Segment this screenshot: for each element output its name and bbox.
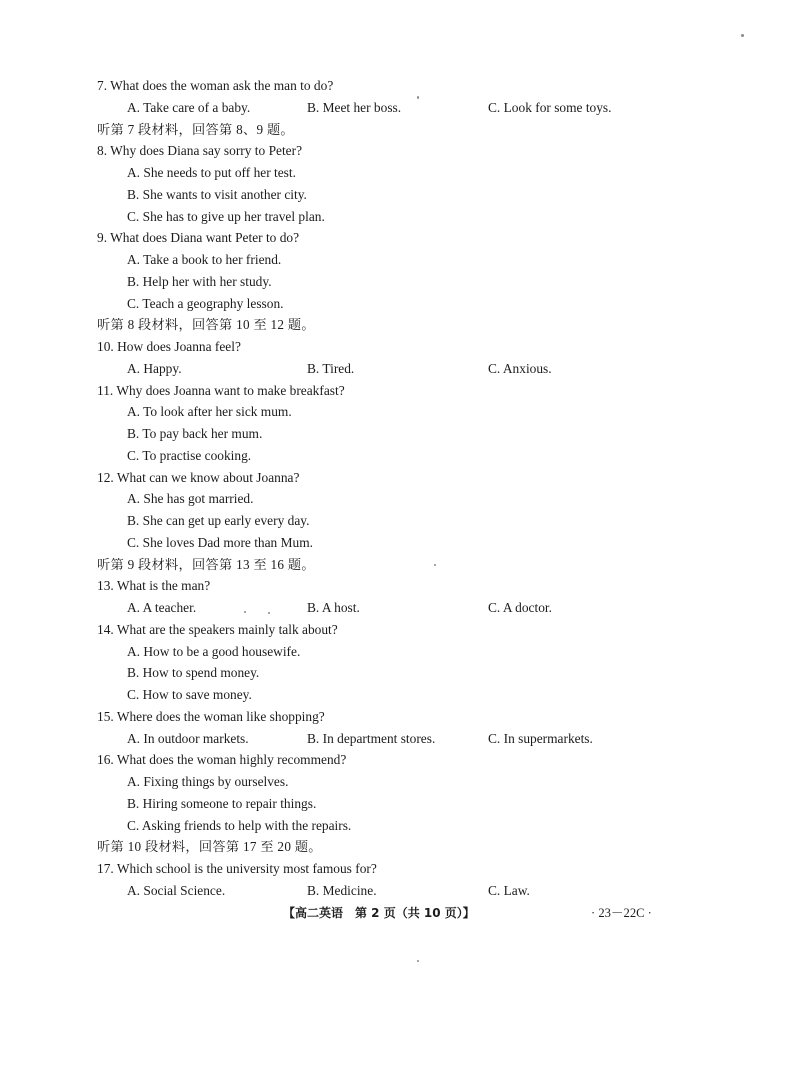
page-footer-label: 【高二英语 第 2 页（共 10 页）】 xyxy=(283,906,475,920)
section-instruction: 听第 9 段材料，回答第 13 至 16 题。 xyxy=(97,556,315,572)
answer-option: A. Take care of a baby. xyxy=(127,99,251,115)
answer-option: B. Medicine. xyxy=(307,882,377,898)
scan-speck xyxy=(741,34,744,37)
answer-option: C. Anxious. xyxy=(488,360,552,376)
answer-option: A. Take a book to her friend. xyxy=(127,252,282,267)
section-instruction: 听第 10 段材料，回答第 17 至 20 题。 xyxy=(97,839,322,855)
answer-option: A. She needs to put off her test. xyxy=(127,165,296,180)
question-stem: 10. How does Joanna feel? xyxy=(97,339,241,354)
question-stem: 17. Which school is the university most famous for? xyxy=(97,861,377,876)
question-stem: 11. Why does Joanna want to make breakfast? xyxy=(97,382,345,398)
answer-options-row xyxy=(0,881,794,901)
answer-option: C. To practise cooking. xyxy=(127,447,252,463)
question-stem: 8. Why does Diana say sorry to Peter? xyxy=(97,143,303,159)
answer-options-row xyxy=(0,359,794,379)
scan-speck xyxy=(417,96,419,99)
question-stem: 13. What is the man? xyxy=(97,578,211,594)
answer-option: B. A host. xyxy=(307,600,360,615)
section-instruction: 听第 8 段材料，回答第 10 至 12 题。 xyxy=(97,317,315,333)
answer-option: B. Hiring someone to repair things. xyxy=(127,795,317,811)
answer-option: A. To look after her sick mum. xyxy=(127,404,292,420)
answer-option: C. She loves Dad more than Mum. xyxy=(127,534,313,550)
answer-options-row xyxy=(0,729,794,749)
page-code: · 23－22C · xyxy=(591,906,652,920)
answer-option: C. A doctor. xyxy=(488,600,552,615)
question-stem: 7. What does the woman ask the man to do? xyxy=(97,78,334,93)
answer-options-row xyxy=(0,598,794,618)
answer-option: A. Fixing things by ourselves. xyxy=(127,774,289,789)
question-stem: 9. What does Diana want Peter to do? xyxy=(97,230,300,246)
answer-option: C. In supermarkets. xyxy=(488,730,593,746)
question-stem: 15. Where does the woman like shopping? xyxy=(97,708,325,724)
answer-option: B. Meet her boss. xyxy=(307,99,402,115)
answer-options-row xyxy=(0,98,794,118)
answer-option: B. She wants to visit another city. xyxy=(127,186,307,202)
answer-option: A. How to be a good housewife. xyxy=(127,643,301,659)
answer-option: B. In department stores. xyxy=(307,730,436,746)
answer-option: C. Asking friends to help with the repairs. xyxy=(127,817,352,833)
answer-option: A. In outdoor markets. xyxy=(127,730,249,746)
question-stem: 16. What does the woman highly recommend? xyxy=(97,752,347,768)
answer-option: C. How to save money. xyxy=(127,687,252,702)
answer-option: A. A teacher. xyxy=(127,600,197,615)
answer-option: C. Law. xyxy=(488,882,530,898)
question-stem: 12. What can we know about Joanna? xyxy=(97,469,300,485)
answer-option: B. Tired. xyxy=(307,360,355,376)
answer-option: A. She has got married. xyxy=(127,491,254,507)
scan-speck xyxy=(268,612,270,614)
answer-option: A. Social Science. xyxy=(127,882,226,898)
answer-option: B. She can get up early every day. xyxy=(127,513,310,528)
answer-option: B. How to spend money. xyxy=(127,665,260,681)
answer-option: B. To pay back her mum. xyxy=(127,426,263,441)
answer-option: C. She has to give up her travel plan. xyxy=(127,208,325,224)
answer-option: B. Help her with her study. xyxy=(127,273,272,289)
answer-option: C. Teach a geography lesson. xyxy=(127,295,284,311)
question-stem: 14. What are the speakers mainly talk about? xyxy=(97,621,338,637)
answer-option: A. Happy. xyxy=(127,360,182,376)
answer-option: C. Look for some toys. xyxy=(488,99,612,115)
section-instruction: 听第 7 段材料，回答第 8、9 题。 xyxy=(97,121,294,137)
scan-speck xyxy=(244,611,246,613)
scan-speck xyxy=(434,564,436,566)
scan-speck xyxy=(417,960,419,962)
